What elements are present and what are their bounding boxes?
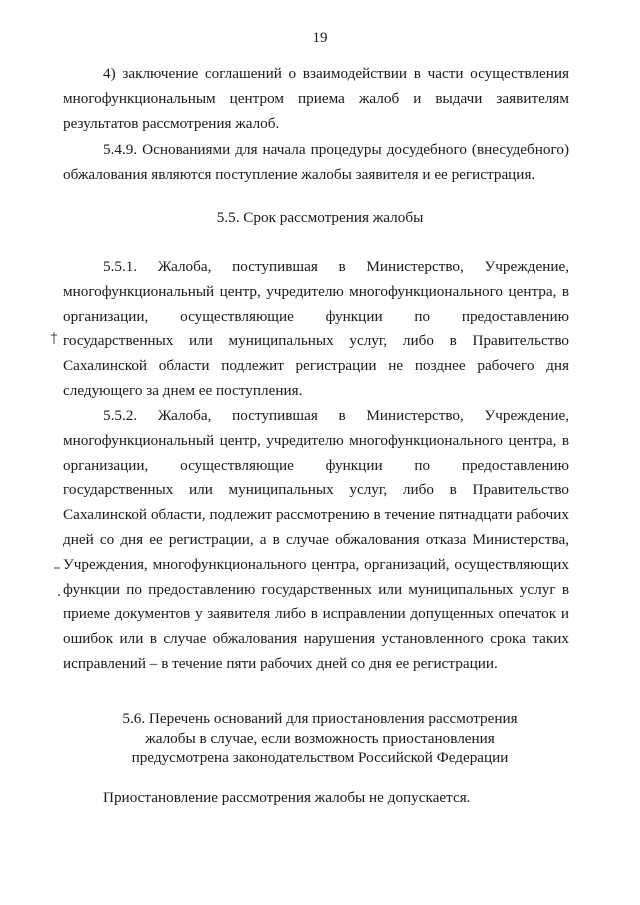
paragraph-text: 5.4.9. Основаниями для начала процедуры досудебного (внесудебного) обжалования являются поступление жалобы заявителя и ее регистрация.: [63, 141, 569, 183]
heading-line: предусмотрена законодательством Российской Федерации: [131, 749, 509, 766]
paragraph-5-5-1: [63, 255, 569, 404]
paragraph-item-4: [63, 62, 569, 136]
paragraph-text: Приостановление рассмотрения жалобы не допускается.: [103, 789, 471, 806]
scan-artifact-dot: [57, 593, 61, 597]
heading-line: жалобы в случае, если возможность приостановления: [145, 729, 495, 747]
page-number: 19: [312, 30, 328, 46]
scan-artifact-dash: [54, 566, 60, 570]
heading-line: 5.6. Перечень оснований для приостановления рассмотрения: [122, 710, 518, 727]
paragraph-5-4-9: [63, 138, 569, 188]
section-heading-5-5: 5.5. Срок рассмотрения жалобы: [216, 209, 424, 226]
paragraph-text: 4) заключение соглашений о взаимодействии в части осуществления многофункциональным центром приема жалоб и выдачи заявителям результатов рассмотрения жалоб.: [63, 65, 569, 132]
paragraph-5-5-2: [63, 404, 569, 677]
paragraph-text: 5.5.1. Жалоба, поступившая в Министерство, Учреждение, многофункциональный центр, учредителю многофункционального центра, в организации, осуществляющие функции по предоставлению государственных или муниципальных услуг, либо в Правительство Сахалинской области подлежит регистрации не позднее рабочего дня следующего за днем ее поступления.: [63, 258, 569, 399]
paragraph-text: 5.5.2. Жалоба, поступившая в Министерство, Учреждение, многофункциональный центр, учредителю многофункционального центра, в организации, осуществляющие функции по предоставлению государственных или муниципальных услуг, либо в Правительство Сахалинской области, подлежит рассмотрению в течение пятнадцати рабочих дней со дня ее регистрации, а в случае обжалования отказа Министерства, Учреждения, многофункционального центра, организаций, осуществляющих функции по предоставлению государственных или муниципальных услуг в приеме документов у заявителя либо в исправлении допущенных опечаток и ошибок или в случае обжалования нарушения установленного срока таких исправлений – в течение пяти рабочих дней со дня ее регистрации.: [63, 407, 569, 672]
section-heading-5-6: [0, 709, 640, 768]
paragraph-final: [63, 786, 569, 811]
scan-artifact-mark: [50, 332, 58, 344]
